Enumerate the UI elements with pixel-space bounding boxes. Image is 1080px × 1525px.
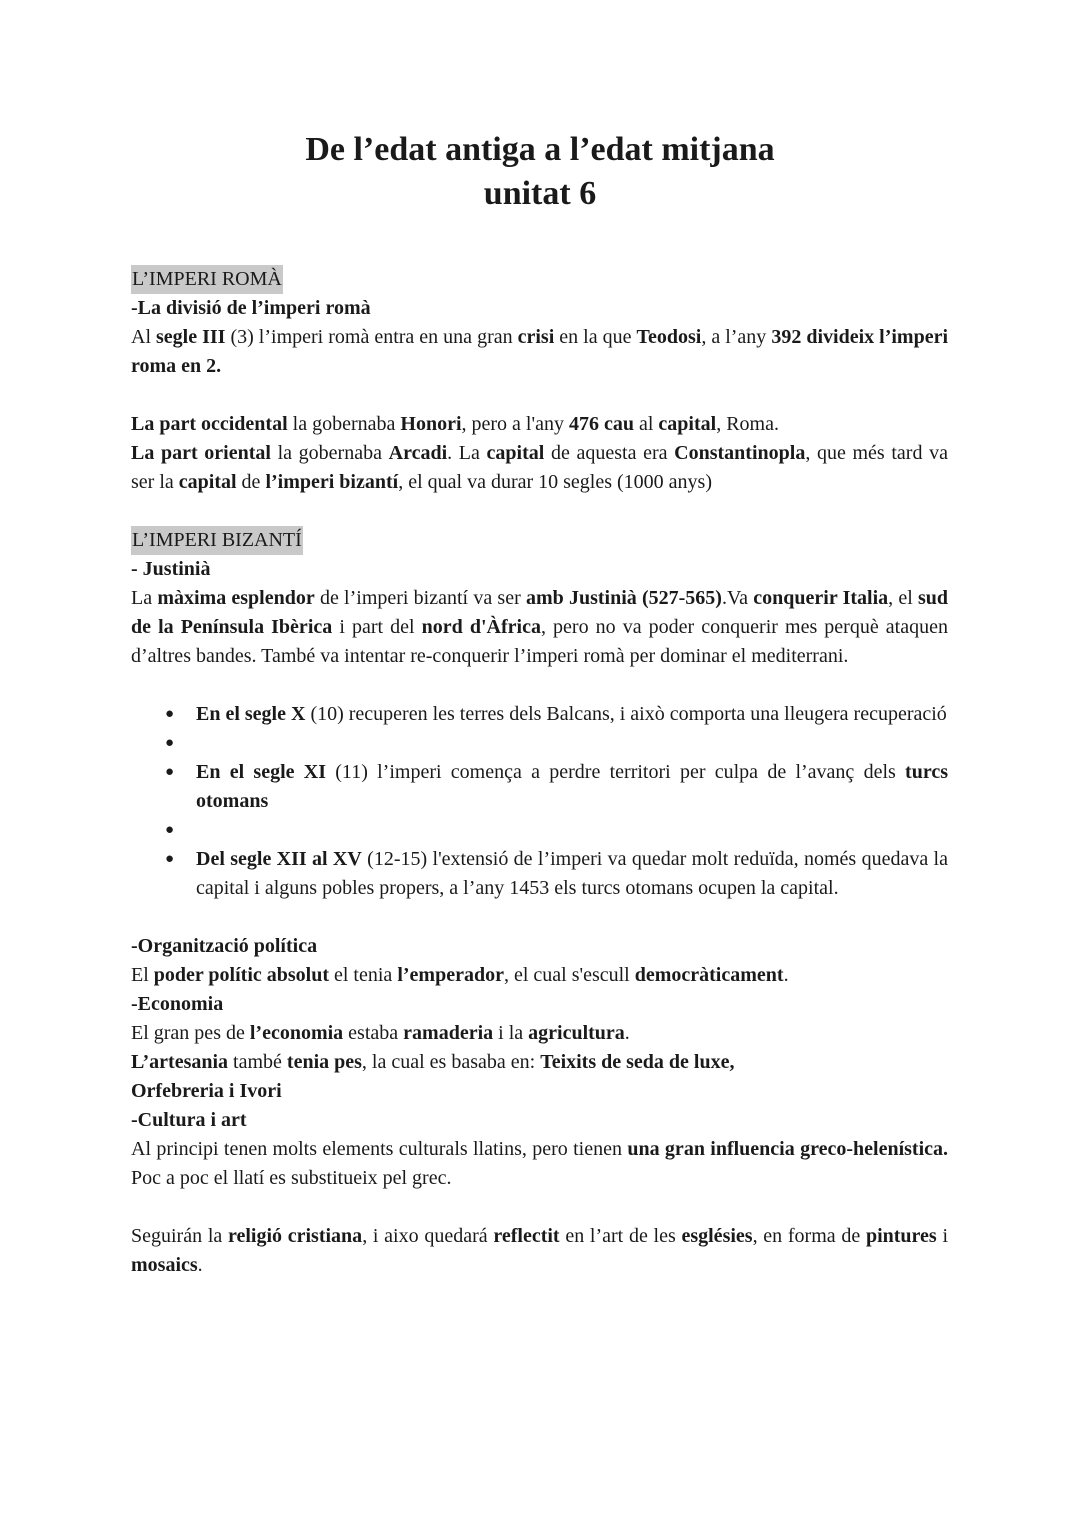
bold-text: En el segle XI: [196, 761, 327, 783]
subheading-justinia: - Justinià: [131, 558, 211, 580]
document-body: [131, 265, 948, 1280]
section-imperi-roma: [131, 265, 948, 497]
bold-text: crisi: [517, 326, 555, 348]
bold-text: reflectit: [493, 1225, 560, 1247]
subheading-cultura: -Cultura i art: [131, 1109, 247, 1131]
section-heading-bizanti: L’IMPERI BIZANTÍ: [131, 526, 303, 555]
paragraph-divisio: Al segle III (3) l’imperi romà entra en una gran crisi en la que Teodosi, a l’any 392 divideix l’imperi roma en 2.: [131, 326, 948, 377]
paragraph-economia-1: El gran pes de l’economia estaba ramaderia i la agricultura.: [131, 1022, 630, 1044]
document-title: [0, 128, 1080, 216]
bold-text: Del segle XII al XV: [196, 848, 362, 870]
bold-text: una gran influencia greco-helenística.: [627, 1138, 949, 1160]
paragraph-economia-2: L’artesania també tenia pes, la cual es basaba en: Teixits de seda de luxe,: [131, 1051, 735, 1073]
bold-text: capital: [178, 471, 237, 493]
bold-text: màxima esplendor: [157, 587, 315, 609]
bold-text: Teixits de seda de luxe,: [540, 1051, 735, 1073]
subheading-divisio: -La divisió de l’imperi romà: [131, 297, 371, 319]
paragraph-economia-3: [131, 1077, 948, 1106]
paragraph-organitzacio: El poder polític absolut el tenia l’emperador, el cual s'escull democràticament.: [131, 964, 789, 986]
bullet-list: [131, 700, 948, 903]
paragraph-justinia: La màxima esplendor de l’imperi bizantí va ser amb Justinià (527-565).Va conquerir Italia, el sud de la Península Ibèrica i part del nord d'Àfrica, pero no va poder conquerir mes perquè ataquen d’altres bandes. També va intentar re-conquerir l’imperi romà per dominar el mediterrani.: [131, 587, 949, 667]
bold-text: agricultura: [528, 1022, 625, 1044]
bold-text: En el segle X: [196, 703, 306, 725]
bold-text: pintures: [865, 1225, 937, 1247]
bold-text: mosaics: [131, 1254, 198, 1276]
paragraph-cultura-1: Al principi tenen molts elements culturals llatins, pero tienen una gran influencia greco-helenística. Poc a poc el llatí es substitueix pel grec.: [131, 1138, 949, 1189]
bold-text: sud de la Península Ibèrica: [131, 587, 949, 638]
bold-text: l’emperador: [397, 964, 504, 986]
title-line-2: unitat 6: [483, 175, 597, 212]
bold-text: capital: [658, 413, 717, 435]
list-item: ● Del segle XII al XV (12-15) l'extensió de l’imperi va quedar molt reduïda, només quedava la capital i alguns pobles propers, a l’any 1453 els turcs otomans ocupen la capital.: [131, 845, 948, 903]
bold-text: La part oriental: [131, 442, 271, 464]
bold-text: 476 cau: [568, 413, 634, 435]
bold-text: 392 divideix l’imperi roma en 2.: [131, 326, 948, 377]
bold-text: democràticament: [634, 964, 784, 986]
bold-text: l’imperi bizantí: [265, 471, 399, 493]
bold-text: turcs otomans: [196, 761, 949, 812]
bold-text: Constantinopla: [674, 442, 806, 464]
bold-text: religió cristiana: [227, 1225, 363, 1247]
paragraph-cultura-2: Seguirán la religió cristiana, i aixo quedará reflectit en l’art de les esglésies, en forma de pintures i mosaics.: [131, 1225, 948, 1276]
bold-text: La part occidental: [131, 413, 288, 435]
paragraph-part-oriental: La part oriental la gobernaba Arcadi. La capital de aquesta era Constantinopla, que més tard va ser la capital de l’imperi bizantí, el qual va durar 10 segles (1000 anys): [131, 442, 948, 493]
bold-text: Orfebreria i Ivori: [131, 1080, 282, 1102]
subheading-organitzacio: -Organització política: [131, 935, 318, 957]
section-heading-roma: L’IMPERI ROMÀ: [131, 265, 283, 294]
list-item: ● En el segle XI (11) l’imperi comença a perdre territori per culpa de l’avanç dels turcs otomans: [131, 758, 948, 816]
bold-text: tenia pes: [286, 1051, 362, 1073]
bold-text: Honori: [400, 413, 462, 435]
bold-text: ramaderia: [403, 1022, 494, 1044]
section-imperi-bizanti: [131, 526, 948, 1280]
bold-text: capital: [486, 442, 545, 464]
bold-text: Teodosi: [636, 326, 702, 348]
bold-text: L’artesania: [131, 1051, 229, 1073]
bold-text: nord d'Àfrica: [421, 616, 541, 638]
title-line-1: De l’edat antiga a l’edat mitjana: [305, 131, 775, 168]
bold-text: esglésies: [681, 1225, 753, 1247]
list-item: ● En el segle X (10) recuperen les terres dels Balcans, i això comporta una lleugera recuperació: [131, 700, 948, 729]
bold-text: Arcadi: [388, 442, 448, 464]
bold-text: conquerir Italia: [753, 587, 889, 609]
bold-text: amb Justinià (527-565): [525, 587, 722, 609]
bold-text: segle III: [156, 326, 226, 348]
bold-text: l’economia: [249, 1022, 344, 1044]
subheading-economia: -Economia: [131, 993, 224, 1015]
bold-text: poder polític absolut: [153, 964, 329, 986]
paragraph-part-occidental: La part occidental la gobernaba Honori, pero a l'any 476 cau al capital, Roma.: [131, 413, 779, 435]
